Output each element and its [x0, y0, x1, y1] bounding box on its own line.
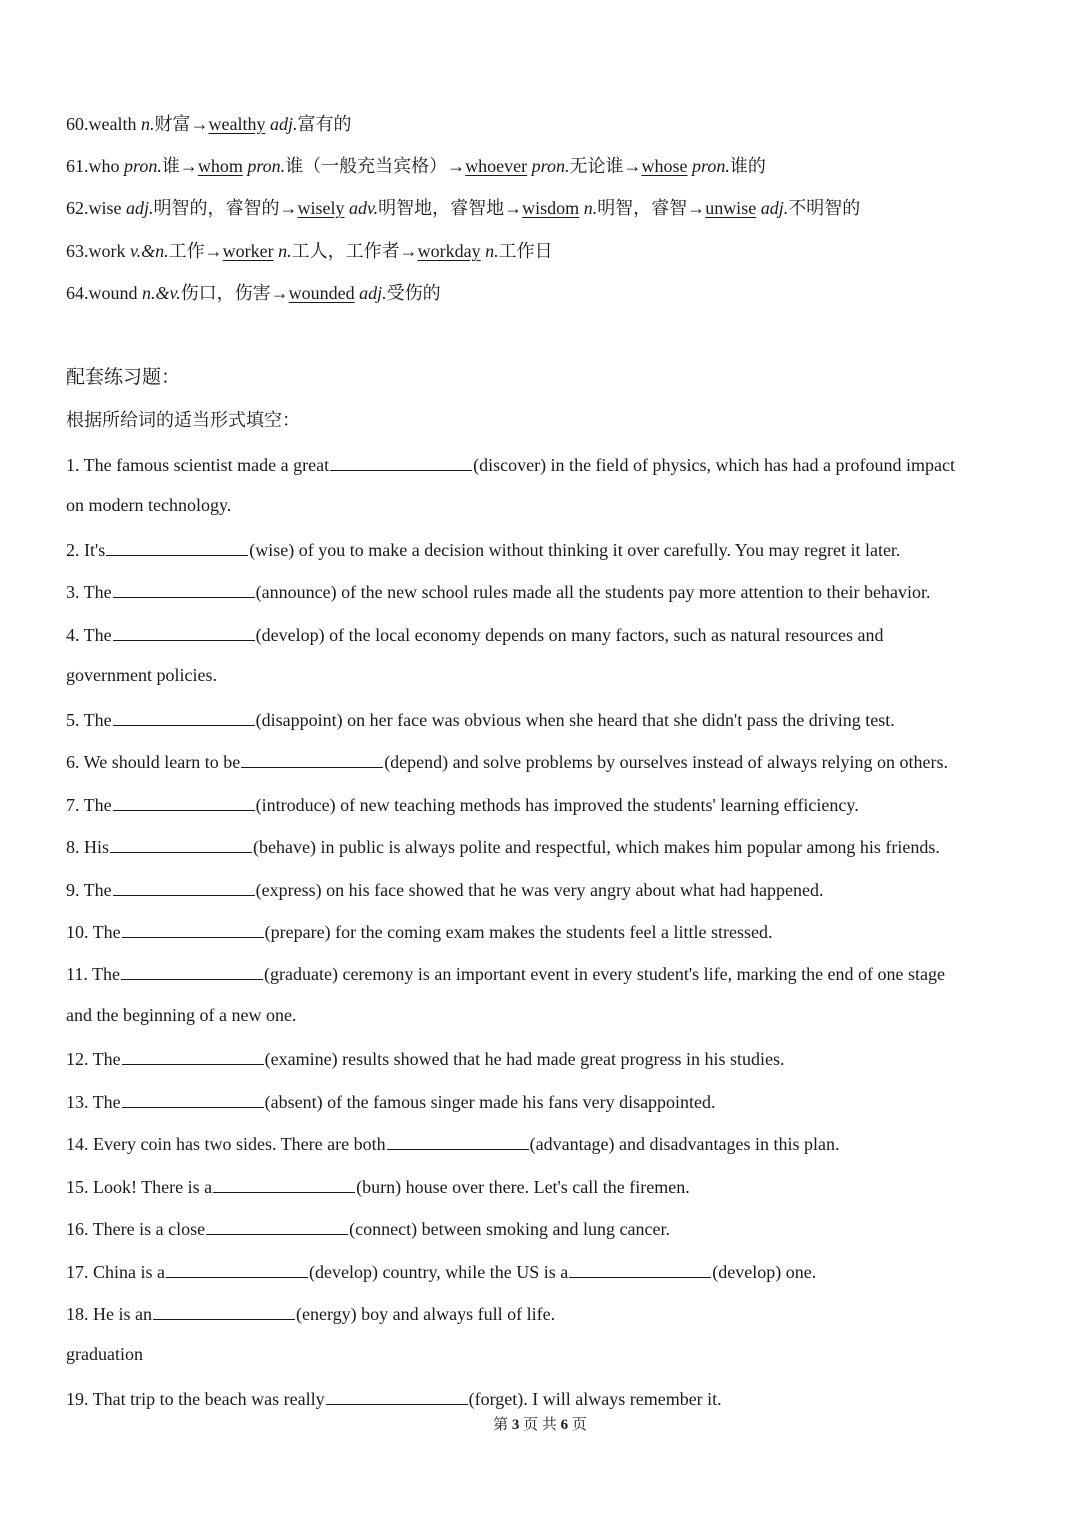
answer-blank[interactable]	[113, 579, 255, 598]
footer-page-number: 3	[511, 1417, 520, 1433]
answer-blank[interactable]	[113, 792, 255, 811]
answer-blank[interactable]	[122, 919, 264, 938]
vocab-text: 明智地，睿智地→	[378, 198, 523, 218]
vocab-text: 工作日	[498, 241, 553, 261]
exercise-line	[66, 1343, 1040, 1367]
exercise-line	[66, 664, 1040, 688]
footer-suffix: 页	[571, 1417, 587, 1433]
vocab-text: 谁→	[161, 156, 198, 176]
exercise-heading: 配套练习题：	[66, 367, 181, 388]
part-of-speech: n.	[583, 198, 598, 218]
vocab-text: 60.wealth	[66, 114, 141, 134]
exercise-line	[66, 1046, 1040, 1070]
exercise-line	[66, 707, 1040, 731]
vocab-text: 工人，工作者→	[291, 241, 418, 261]
exercise-text: (develop) country, while the US is a	[309, 1262, 569, 1282]
exercise-line	[66, 1301, 1040, 1325]
exercise-text: (develop) one.	[712, 1262, 817, 1282]
exercise-text: 8. His	[66, 837, 110, 857]
part-of-speech: pron.	[531, 156, 570, 176]
exercise-line	[66, 919, 1040, 943]
part-of-speech: pron.	[124, 156, 162, 176]
exercise-line	[66, 1089, 1040, 1113]
answer-blank[interactable]	[122, 1046, 264, 1065]
vocab-text: 63.work	[66, 241, 130, 261]
answer-blank[interactable]	[110, 834, 252, 853]
exercise-text: 18. He is an	[66, 1304, 152, 1324]
part-of-speech: v.&n.	[130, 241, 169, 261]
derived-word: workday	[417, 241, 481, 261]
exercise-line	[66, 749, 1040, 773]
vocab-entry	[66, 282, 1040, 306]
exercise-line	[66, 877, 1040, 901]
exercise-text: 7. The	[66, 795, 112, 815]
exercise-text: (express) on his face showed that he was very angry about what had happened.	[255, 880, 824, 900]
derived-word: whom	[197, 156, 243, 176]
exercise-text: and the beginning of a new one.	[66, 1005, 297, 1025]
exercise-text: on modern technology.	[66, 495, 232, 515]
exercise-text: (energy) boy and always full of life.	[295, 1304, 556, 1324]
answer-blank[interactable]	[122, 1089, 264, 1108]
vocab-text: 64.wound	[66, 283, 142, 303]
exercise-line	[66, 961, 1040, 985]
derived-word: wounded	[288, 283, 355, 303]
exercise-text: 12. The	[66, 1049, 121, 1069]
exercise-line	[66, 1259, 1040, 1283]
derived-word: wisdom	[522, 198, 580, 218]
exercise-text: (connect) between smoking and lung cancer.	[349, 1219, 671, 1239]
vocab-entry	[66, 240, 1040, 264]
exercise-text: 19. That trip to the beach was really	[66, 1389, 325, 1409]
exercise-text: (advantage) and disadvantages in this plan.	[529, 1134, 840, 1154]
exercise-text: government policies.	[66, 665, 217, 685]
exercise-text: 4. The	[66, 625, 112, 645]
part-of-speech: pron.	[247, 156, 286, 176]
answer-blank[interactable]	[106, 537, 248, 556]
footer-total-pages: 6	[560, 1417, 569, 1433]
exercise-text: (absent) of the famous singer made his fans very disappointed.	[264, 1092, 716, 1112]
exercise-text: (forget). I will always remember it.	[468, 1389, 722, 1409]
vocab-text: 受伤的	[386, 283, 441, 303]
part-of-speech: n.&v.	[142, 283, 181, 303]
derived-word: wealthy	[208, 114, 266, 134]
exercise-text: (introduce) of new teaching methods has improved the students' learning efficiency.	[255, 795, 859, 815]
answer-blank[interactable]	[153, 1301, 295, 1320]
exercise-text: (behave) in public is always polite and respectful, which makes him popular among his friends.	[253, 837, 940, 857]
vocab-text: 61.who	[66, 156, 124, 176]
vocab-entry	[66, 197, 1040, 221]
answer-blank[interactable]	[387, 1131, 529, 1150]
exercise-line	[66, 622, 1040, 646]
vocab-text: 财富→	[154, 114, 209, 134]
exercise-line	[66, 834, 1040, 858]
exercise-text: 3. The	[66, 582, 112, 602]
exercise-line	[66, 1004, 1040, 1028]
footer-prefix: 第	[493, 1417, 509, 1433]
part-of-speech: adv.	[349, 198, 379, 218]
part-of-speech: n.	[278, 241, 292, 261]
derived-word: worker	[222, 241, 274, 261]
exercise-text: 10. The	[66, 922, 121, 942]
vocab-text: 富有的	[297, 114, 352, 134]
exercise-text: graduation	[66, 1344, 143, 1364]
derived-word: wisely	[297, 198, 345, 218]
derived-word: whoever	[465, 156, 528, 176]
exercise-text: (develop) of the local economy depends on many factors, such as natural resources and	[255, 625, 884, 645]
exercise-instruction: 根据所给词的适当形式填空：	[66, 410, 300, 430]
part-of-speech: adj.	[359, 283, 387, 303]
page-footer	[0, 1414, 1080, 1436]
vocab-entry	[66, 113, 1040, 137]
part-of-speech: n.	[140, 114, 155, 134]
exercise-text: 6. We should learn to be	[66, 752, 241, 772]
exercise-line	[66, 1386, 1040, 1410]
footer-middle: 页 共	[523, 1417, 557, 1433]
part-of-speech: adj.	[760, 198, 789, 218]
exercise-line	[66, 1174, 1040, 1198]
answer-blank[interactable]	[121, 961, 263, 980]
exercise-text: 17. China is a	[66, 1262, 165, 1282]
vocab-text: 明智，睿智→	[597, 198, 706, 218]
exercise-text: 11. The	[66, 964, 120, 984]
derived-word: unwise	[705, 198, 757, 218]
exercise-line	[66, 1131, 1040, 1155]
answer-blank[interactable]	[326, 1386, 468, 1405]
exercise-line	[66, 537, 1040, 561]
vocab-text: 无论谁→	[569, 156, 642, 176]
vocab-text: 明智的，睿智的→	[153, 198, 298, 218]
answer-blank[interactable]	[113, 707, 255, 726]
exercise-text: 13. The	[66, 1092, 121, 1112]
part-of-speech: n.	[485, 241, 499, 261]
exercise-text: 2. It's	[66, 540, 106, 560]
exercise-text: 5. The	[66, 710, 112, 730]
exercise-text: 1. The famous scientist made a great	[66, 455, 330, 475]
part-of-speech: adj.	[269, 114, 298, 134]
exercise-line	[66, 452, 1040, 476]
derived-word: whose	[641, 156, 688, 176]
exercise-text: (announce) of the new school rules made all the students pay more attention to their behavior.	[255, 582, 931, 602]
exercise-text: 16. There is a close	[66, 1219, 206, 1239]
vocab-text: 伤口，伤害→	[180, 283, 289, 303]
exercise-text: (graduate) ceremony is an important event in every student's life, marking the end of one stage	[264, 964, 946, 984]
answer-blank[interactable]	[206, 1216, 348, 1235]
part-of-speech: pron.	[692, 156, 730, 176]
exercise-text: 15. Look! There is a	[66, 1177, 213, 1197]
answer-blank[interactable]	[213, 1174, 355, 1193]
vocab-text: 谁的	[729, 156, 766, 176]
vocab-entry	[66, 155, 1040, 179]
exercise-line	[66, 792, 1040, 816]
exercise-text: 9. The	[66, 880, 112, 900]
exercise-text: (wise) of you to make a decision without thinking it over carefully. You may regret it later.	[249, 540, 901, 560]
exercise-text: (depend) and solve problems by ourselves instead of always relying on others.	[384, 752, 949, 772]
exercise-text: 14. Every coin has two sides. There are both	[66, 1134, 386, 1154]
exercise-line	[66, 494, 1040, 518]
exercise-line	[66, 1216, 1040, 1240]
vocab-text: 62.wise	[66, 198, 126, 218]
answer-blank[interactable]	[113, 622, 255, 641]
vocab-text: 不明智的	[788, 198, 861, 218]
exercise-text: (discover) in the field of physics, which has had a profound impact	[473, 455, 955, 475]
exercise-text: (prepare) for the coming exam makes the students feel a little stressed.	[264, 922, 773, 942]
exercise-text: (examine) results showed that he had made great progress in his studies.	[264, 1049, 785, 1069]
exercise-line	[66, 579, 1040, 603]
answer-blank[interactable]	[241, 749, 383, 768]
vocab-text: 谁（一般充当宾格）→	[285, 156, 466, 176]
answer-blank[interactable]	[113, 877, 255, 896]
answer-blank[interactable]	[330, 452, 472, 471]
part-of-speech: adj.	[126, 198, 154, 218]
answer-blank[interactable]	[166, 1259, 308, 1278]
vocab-text: 工作→	[168, 241, 223, 261]
exercise-text: (burn) house over there. Let's call the firemen.	[356, 1177, 690, 1197]
answer-blank[interactable]	[569, 1259, 711, 1278]
exercise-text: (disappoint) on her face was obvious when she heard that she didn't pass the driving test.	[255, 710, 895, 730]
